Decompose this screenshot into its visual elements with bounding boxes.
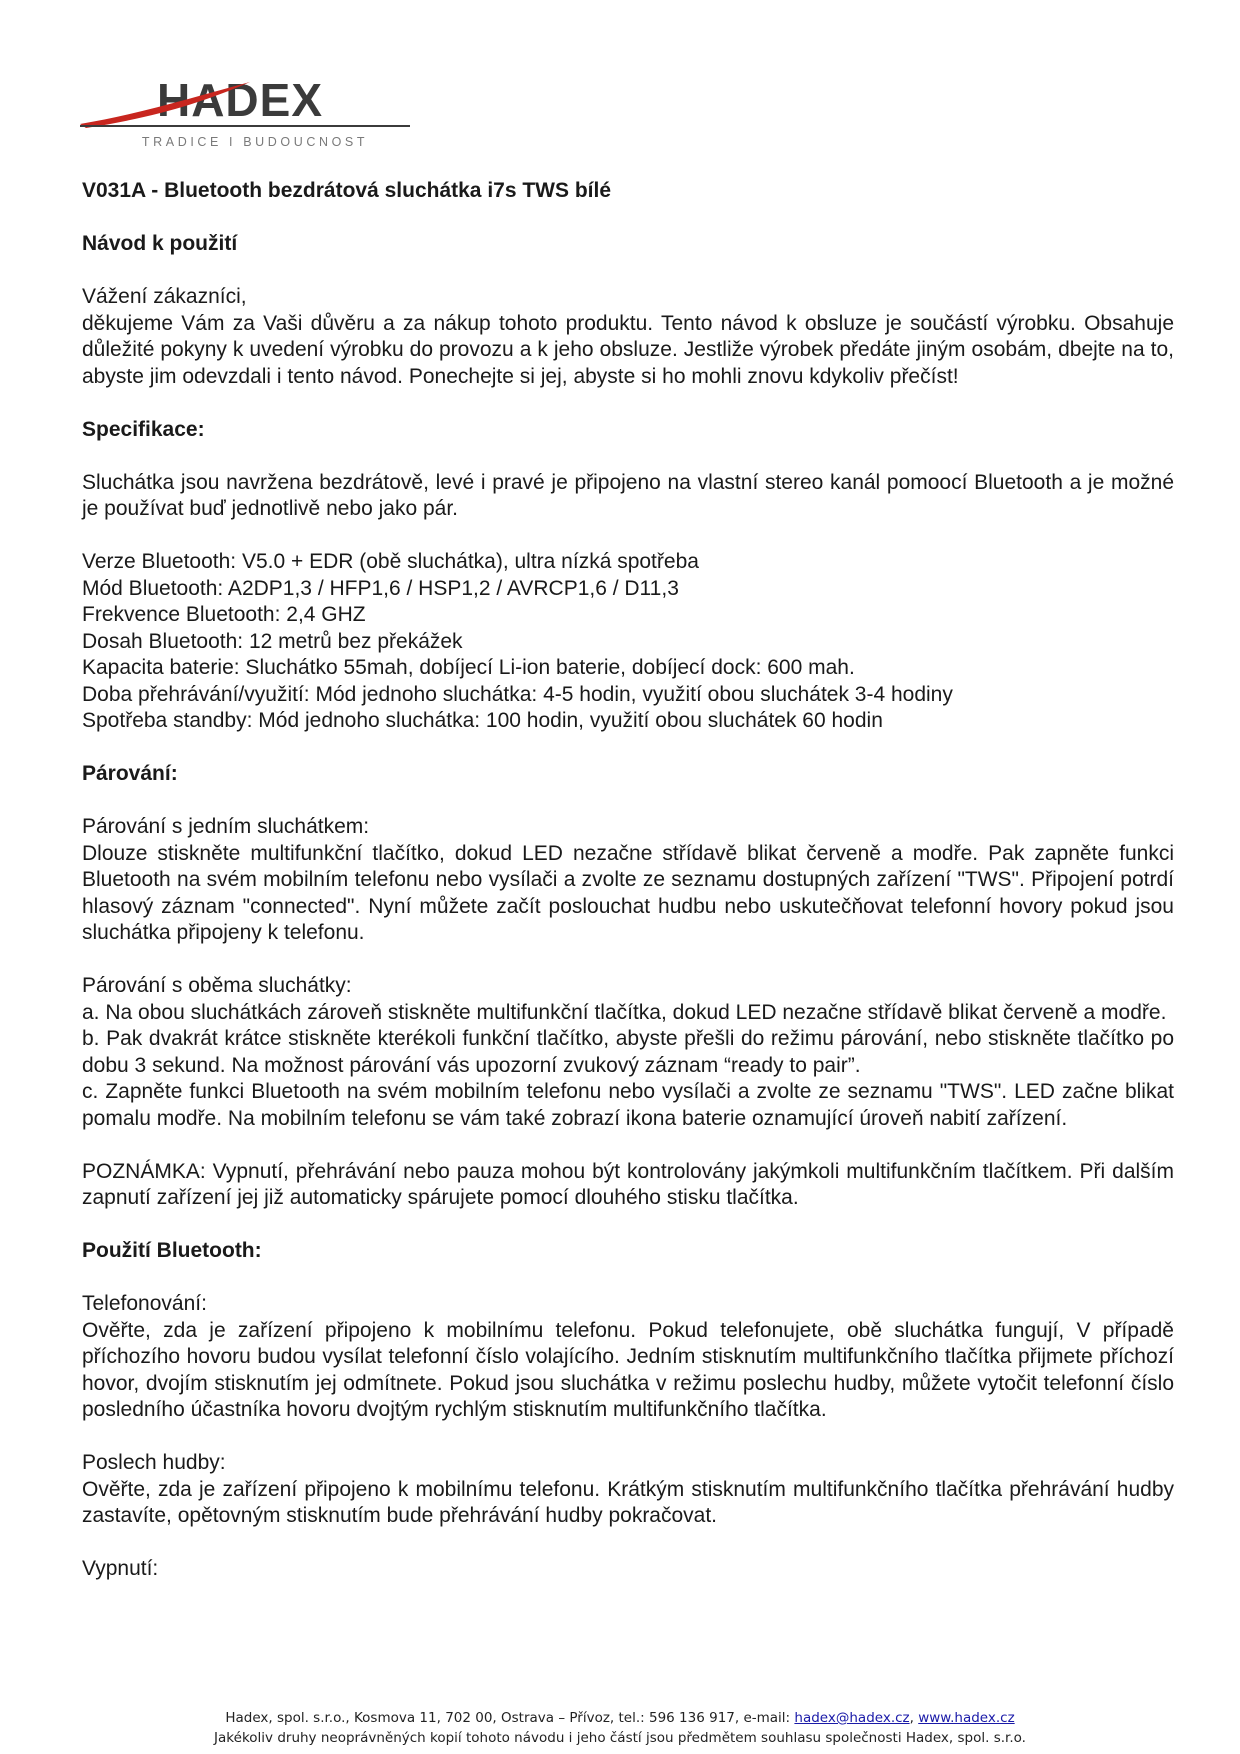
footer-copyright: Jakékoliv druhy neoprávněných kopií tohoto návodu i jeho částí jsou předmětem souhlasu společnosti Hadex, spol. s.r.o.	[214, 1730, 1026, 1746]
page-footer	[0, 1708, 1240, 1748]
logo-wordmark: HADEX	[156, 74, 324, 126]
logo-tagline: TRADICE I BUDOUCNOST	[141, 135, 369, 149]
hadex-logo	[80, 70, 410, 150]
pairing-single-label: Párování s jedním sluchátkem:	[82, 815, 370, 838]
pairing-both-label: Párování s oběma sluchátky:	[82, 974, 352, 997]
spec-list	[82, 549, 1174, 735]
power-off-label: Vypnutí:	[82, 1557, 159, 1580]
footer-email-link[interactable]: hadex@hadex.cz	[794, 1710, 910, 1726]
music-label: Poslech hudby:	[82, 1451, 226, 1474]
spec-item: Doba přehrávání/využití: Mód jednoho sluchátka: 4-5 hodin, využití obou sluchátek 3-4 hodiny	[82, 682, 953, 706]
spec-item: Dosah Bluetooth: 12 metrů bez překážek	[82, 629, 463, 653]
spec-item: Verze Bluetooth: V5.0 + EDR (obě sluchátka), ultra nízká spotřeba	[82, 550, 699, 573]
spec-item: Frekvence Bluetooth: 2,4 GHZ	[82, 603, 366, 626]
spec-intro: Sluchátka jsou navržena bezdrátově, levé i pravé je připojeno na vlastní stereo kanál pomoocí Bluetooth a je možné je používat buď jednotlivě nebo jako pár.	[82, 470, 1174, 520]
greeting: Vážení zákazníci,	[82, 285, 247, 308]
pairing-both-step-b: b. Pak dvakrát krátce stiskněte kterékoli funkční tlačítko, abyste přešli do režimu párování, nebo stiskněte tlačítko po dobu 3 sekund. Na možnost párování vás upozorní zvukový záznam “ready to pair”.	[82, 1027, 1174, 1077]
spec-item: Kapacita baterie: Sluchátko 55mah, dobíjecí Li-ion baterie, dobíjecí dock: 600 mah.	[82, 656, 855, 679]
footer-contact-line	[0, 1708, 1240, 1728]
footer-address: Hadex, spol. s.r.o., Kosmova 11, 702 00, Ostrava – Přívoz, tel.: 596 136 917, e-mail:	[225, 1710, 795, 1726]
footer-web-link[interactable]: www.hadex.cz	[918, 1710, 1015, 1726]
pairing-heading: Párování:	[82, 762, 178, 785]
calling-label: Telefonování:	[82, 1292, 207, 1315]
calling-text: Ověřte, zda je zařízení připojeno k mobilnímu telefonu. Pokud telefonujete, obě sluchátka fungují, V případě příchozího hovoru budou vysílat telefonní číslo volajícího. Jedním stisknutím multifunkčního tlačítka přijmete příchozí hovor, dvojím stisknutím jej odmítnete. Pokud jsou sluchátka v režimu poslechu hudby, můžete vytočit telefonní číslo posledního účastníka hovoru dvojtým rychlým stisknutím multifunkčního tlačítka.	[82, 1318, 1174, 1421]
intro-paragraph: děkujeme Vám za Vaši důvěru a za nákup tohoto produktu. Tento návod k obsluze je součástí výrobku. Obsahuje důležité pokyny k uvedení výrobku do provozu a k jeho obsluze. Jestliže výrobek předáte jiným osobám, dbejte na to, abyste jim odevzdali i tento návod. Ponechejte si jej, abyste si ho mohli znovu kdykoliv přečíst!	[82, 311, 1174, 388]
music-text: Ověřte, zda je zařízení připojeno k mobilnímu telefonu. Krátkým stisknutím multifunkčního tlačítka přehrávání hudby zastavíte, opětovným stisknutím bude přehrávání hudby pokračovat.	[82, 1477, 1174, 1527]
pairing-single-text: Dlouze stiskněte multifunkční tlačítko, dokud LED nezačne střídavě blikat červeně a modře. Pak zapněte funkci Bluetooth na svém mobilním telefonu nebo vysílači a zvolte ze seznamu dostupných zařízení "TWS". Připojení potrdí hlasový záznam "connected". Nyní můžete začít poslouchat hudbu nebo uskutečňovat telefonní hovory pokud jsou sluchátka připojeny k telefonu.	[82, 841, 1174, 944]
spec-item: Spotřeba standby: Mód jednoho sluchátka: 100 hodin, využití obou sluchátek 60 hodin	[82, 709, 883, 732]
document-body	[82, 178, 1174, 1583]
footer-separator: ,	[909, 1710, 919, 1726]
spec-heading: Specifikace:	[82, 417, 205, 441]
spec-item: Mód Bluetooth: A2DP1,3 / HFP1,6 / HSP1,2 / AVRCP1,6 / D11,3	[82, 576, 679, 600]
document-subtitle: Návod k použití	[82, 232, 238, 255]
pairing-both-step-a: a. Na obou sluchátkách zároveň stiskněte multifunkční tlačítka, dokud LED nezačne střídavě blikat červeně a modře.	[82, 1000, 1167, 1024]
document-title: V031A - Bluetooth bezdrátová sluchátka i7s TWS bílé	[82, 179, 612, 202]
pairing-both-step-c: c. Zapněte funkci Bluetooth na svém mobilním telefonu nebo vysílači a zvolte ze seznamu "TWS". LED začne blikat pomalu modře. Na mobilním telefonu se vám také zobrazí ikona baterie oznamující úroveň nabití zařízení.	[82, 1080, 1174, 1130]
note-paragraph: POZNÁMKA: Vypnutí, přehrávání nebo pauza mohou být kontrolovány jakýmkoli multifunkčním tlačítkem. Při dalším zapnutí zařízení jej již automaticky spárujete pomocí dlouhého stisku tlačítka.	[82, 1159, 1174, 1209]
bluetooth-usage-heading: Použití Bluetooth:	[82, 1239, 262, 1262]
